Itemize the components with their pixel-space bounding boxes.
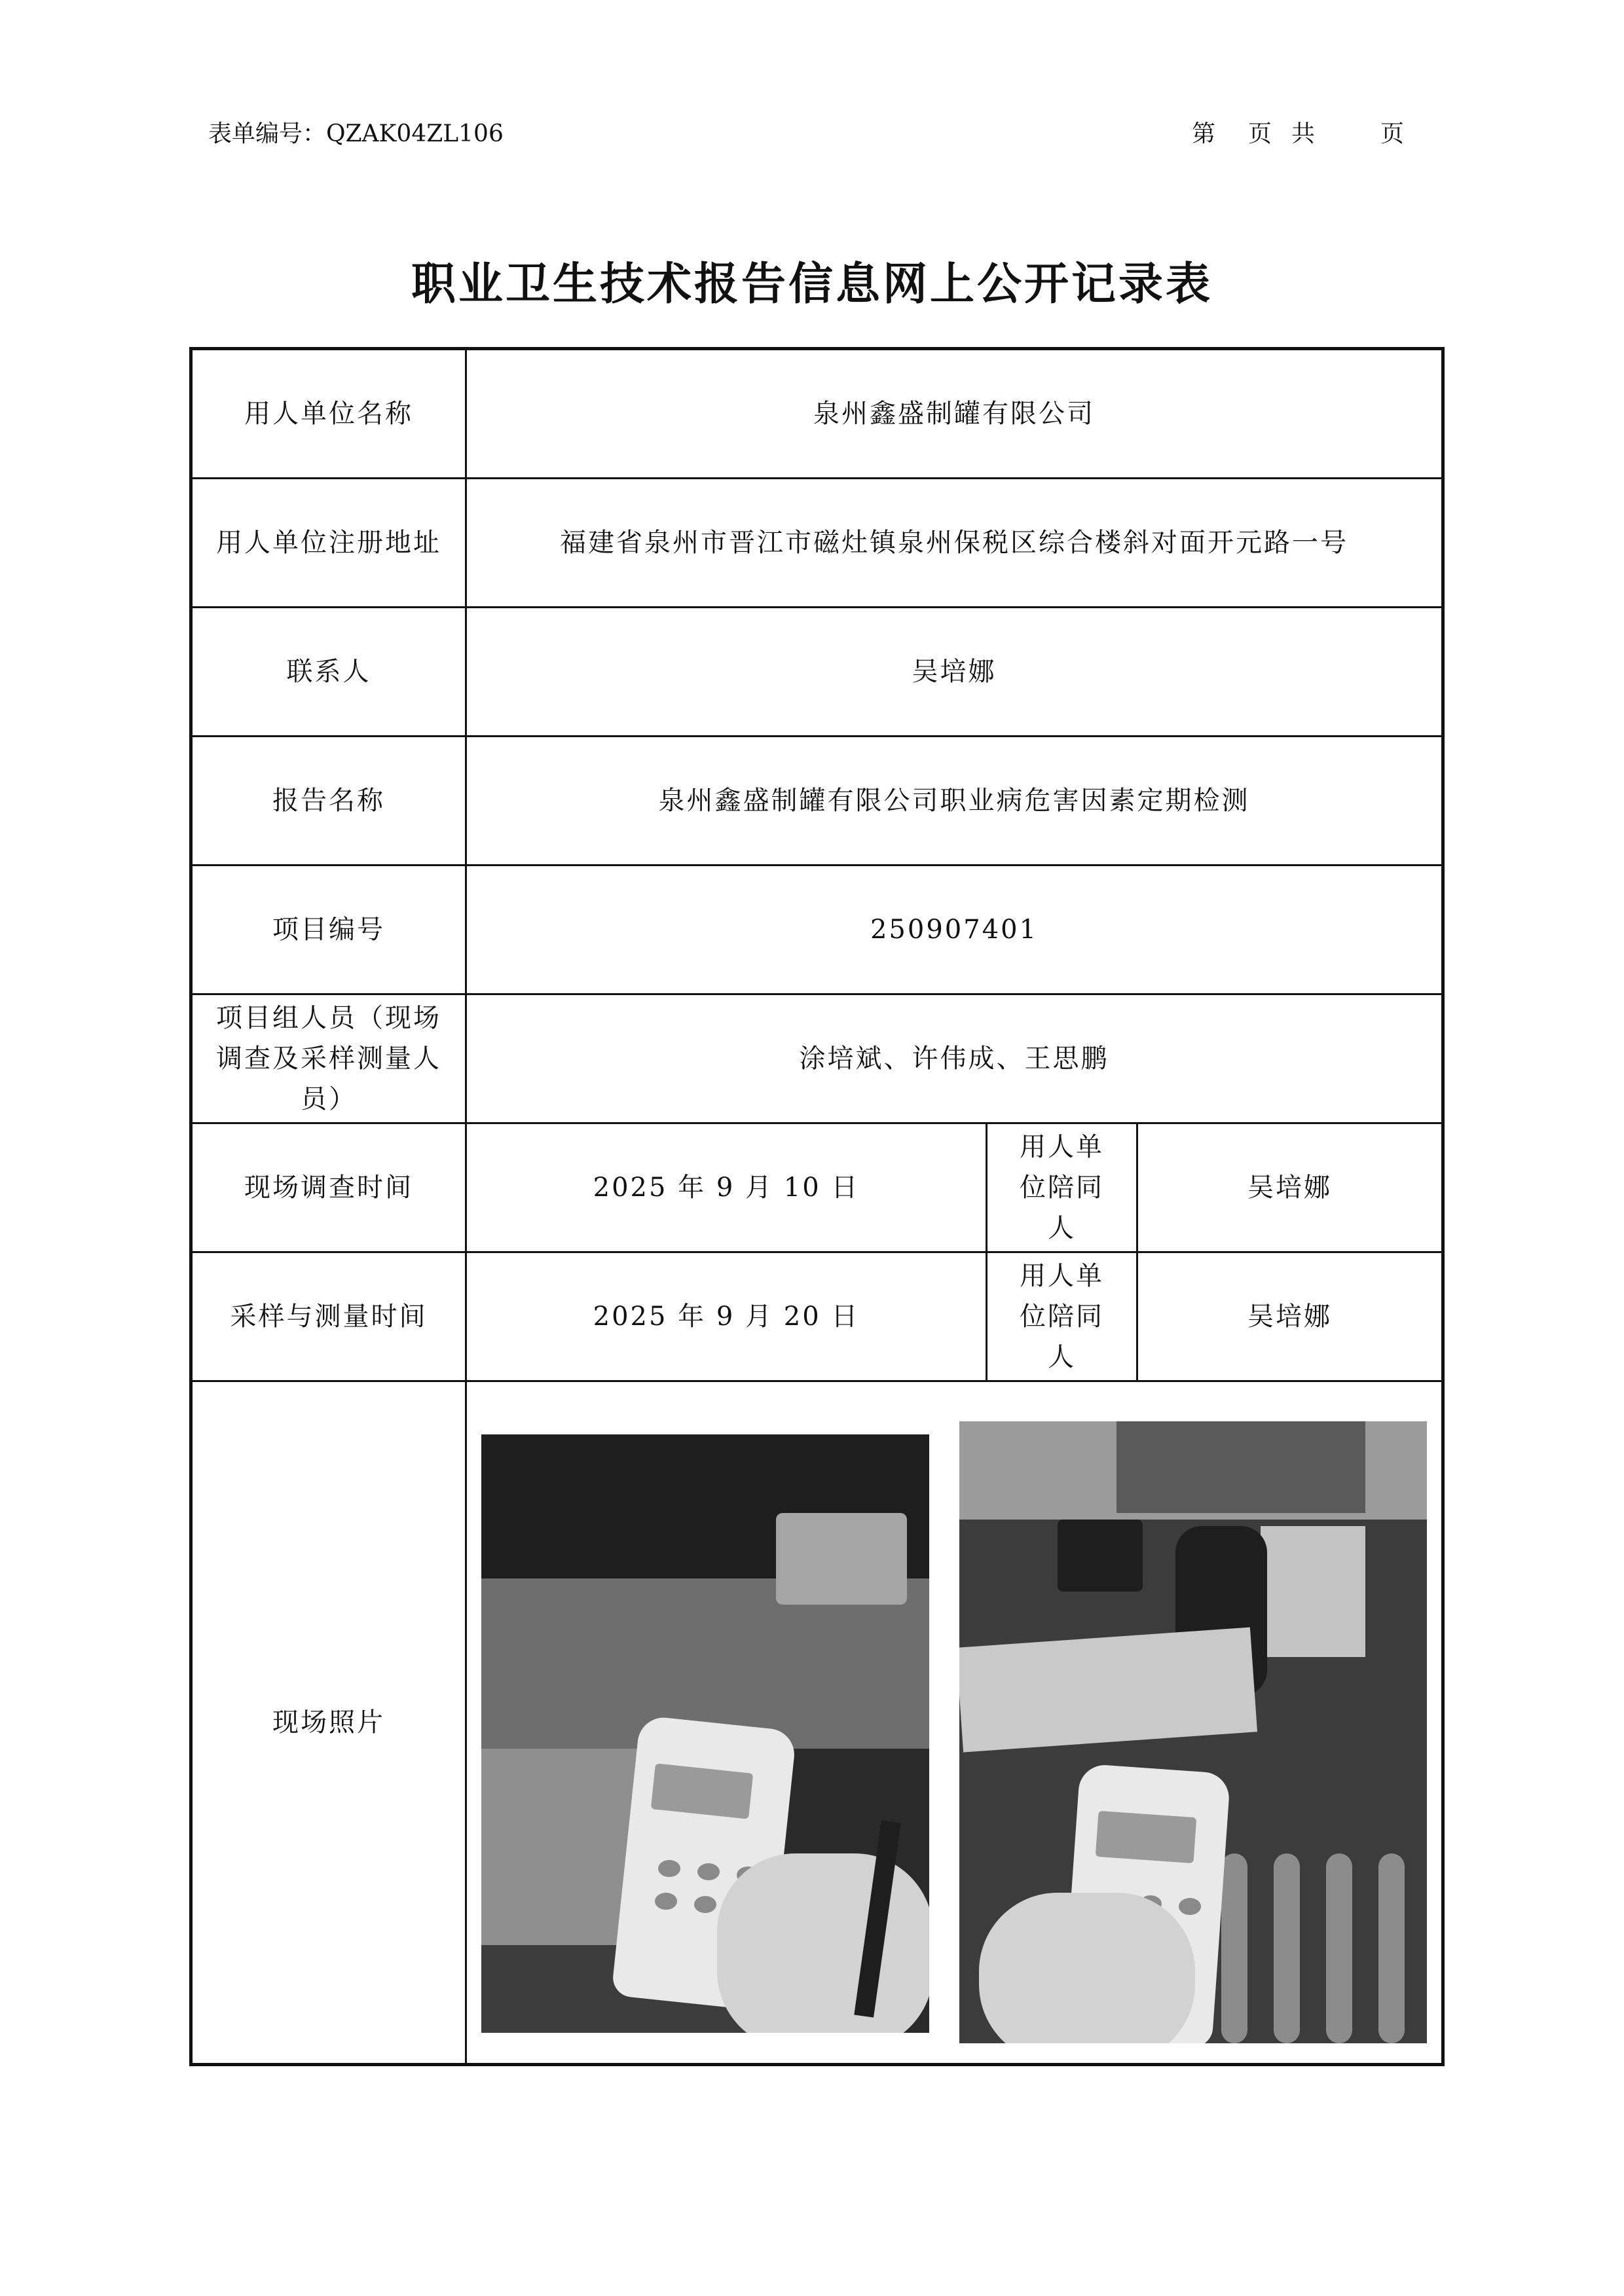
sampling-time-label: 采样与测量时间 — [191, 1252, 466, 1381]
survey-time-value: 2025 年 9 月 10 日 — [466, 1123, 987, 1252]
row-survey-time — [191, 1123, 1443, 1252]
page-word-3: 页 — [1380, 120, 1405, 147]
page-indicator — [1192, 115, 1404, 149]
page-title: 职业卫生技术报告信息网上公开记录表 — [411, 259, 1213, 310]
row-photos — [191, 1381, 1443, 2065]
team-label: 项目组人员（现场调查及采样测量人员） — [191, 994, 466, 1123]
row-team — [191, 994, 1443, 1123]
employer-name-value: 泉州鑫盛制罐有限公司 — [466, 349, 1443, 479]
photos-cell — [466, 1381, 1443, 2065]
photos-label: 现场照片 — [191, 1381, 466, 2065]
survey-escort-label: 用人单位陪同人 — [987, 1123, 1137, 1252]
team-value: 涂培斌、许伟成、王思鹏 — [466, 994, 1443, 1123]
project-number-label: 项目编号 — [191, 866, 466, 994]
survey-time-label: 现场调查时间 — [191, 1123, 466, 1252]
photo-gallery — [467, 1395, 1441, 2050]
form-number: 表单编号：QZAK04ZL106 — [208, 120, 504, 147]
sampling-escort-value: 吴培娜 — [1137, 1252, 1443, 1381]
contact-label: 联系人 — [191, 608, 466, 737]
report-name-value: 泉州鑫盛制罐有限公司职业病危害因素定期检测 — [466, 737, 1443, 866]
row-sampling-time — [191, 1252, 1443, 1381]
address-label: 用人单位注册地址 — [191, 479, 466, 608]
row-project-number — [191, 866, 1443, 994]
site-photo-lathe — [481, 1434, 929, 2033]
record-table — [189, 347, 1445, 2066]
row-employer-name — [191, 349, 1443, 479]
sampling-escort-label: 用人单位陪同人 — [987, 1252, 1137, 1381]
address-value: 福建省泉州市晋江市磁灶镇泉州保税区综合楼斜对面开元路一号 — [466, 479, 1443, 608]
survey-escort-value: 吴培娜 — [1137, 1123, 1443, 1252]
site-photo-conveyor — [959, 1421, 1427, 2043]
page-word-1: 第 — [1192, 120, 1216, 147]
contact-value: 吴培娜 — [466, 608, 1443, 737]
project-number-value: 250907401 — [466, 866, 1443, 994]
report-name-label: 报告名称 — [191, 737, 466, 866]
sampling-time-value: 2025 年 9 月 20 日 — [466, 1252, 987, 1381]
row-report-name — [191, 737, 1443, 866]
employer-name-label: 用人单位名称 — [191, 349, 466, 479]
row-contact — [191, 608, 1443, 737]
page-word-2: 页共 — [1248, 120, 1335, 147]
row-address — [191, 479, 1443, 608]
